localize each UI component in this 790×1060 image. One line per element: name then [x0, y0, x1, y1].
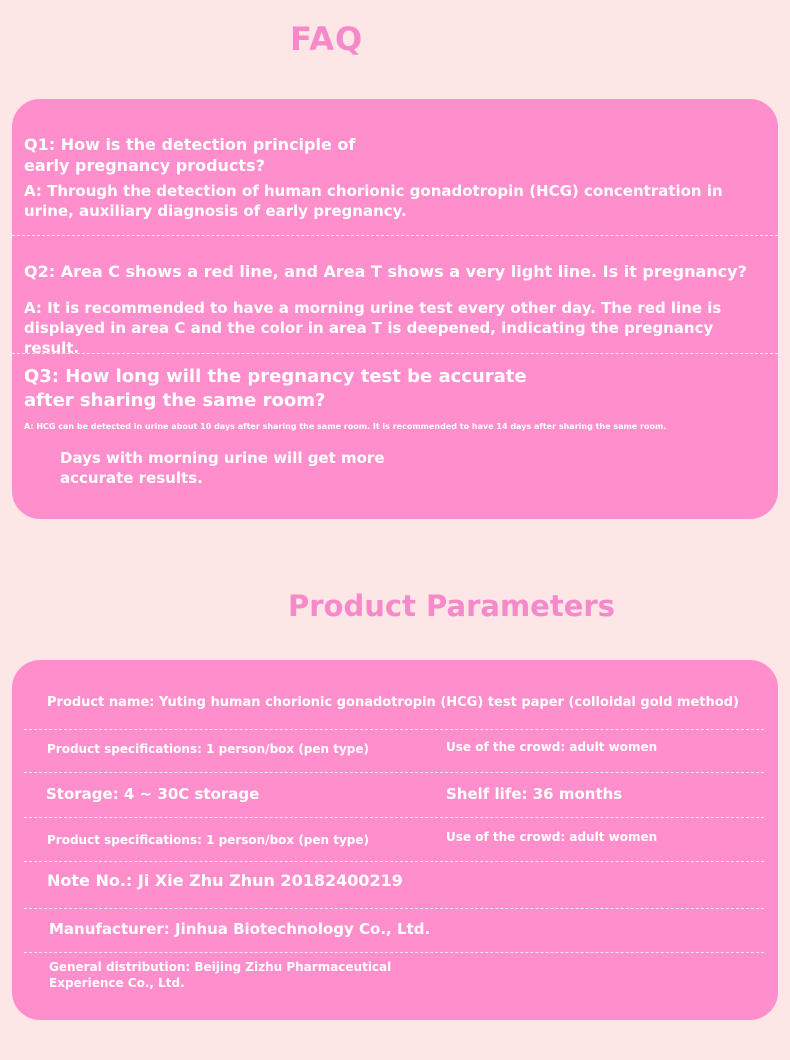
param-crowd-1: Use of the crowd: adult women — [446, 740, 658, 754]
param-spec-2: Product specifications: 1 person/box (pen type) — [47, 833, 370, 847]
faq-answer-3-continued: Days with morning urine will get more accurate results. — [60, 449, 385, 487]
faq-divider — [12, 235, 778, 236]
params-divider — [24, 952, 764, 953]
faq-answer-2: A: It is recommended to have a morning urine test every other day. The red line is displayed in area C and the color in area T is deepened, indicating the pregnancy result. — [24, 299, 722, 357]
faq-answer-1: A: Through the detection of human chorionic gonadotropin (HCG) concentration in urine, auxiliary diagnosis of early pregnancy. — [24, 182, 723, 220]
faq-question-3: Q3: How long will the pregnancy test be accurate after sharing the same room? — [24, 366, 527, 411]
params-divider — [24, 817, 764, 818]
params-divider — [24, 729, 764, 730]
params-divider — [24, 908, 764, 909]
faq-heading: FAQ — [290, 20, 364, 58]
params-heading: Product Parameters — [288, 589, 615, 623]
faq-divider — [12, 353, 778, 354]
params-card — [12, 660, 778, 1020]
param-storage: Storage: 4 ~ 30C storage — [46, 785, 260, 803]
param-manufacturer: Manufacturer: Jinhua Biotechnology Co., Ltd. — [49, 920, 431, 938]
param-shelf-life: Shelf life: 36 months — [446, 785, 623, 803]
param-crowd-2: Use of the crowd: adult women — [446, 830, 658, 844]
param-product-name: Product name: Yuting human chorionic gonadotropin (HCG) test paper (colloidal gold method) — [47, 695, 739, 710]
faq-question-2: Q2: Area C shows a red line, and Area T shows a very light line. Is it pregnancy? — [24, 262, 747, 281]
params-divider — [24, 772, 764, 773]
param-distribution: General distribution: Beijing Zizhu Pharmaceutical Experience Co., Ltd. — [49, 960, 392, 990]
faq-question-1: Q1: How is the detection principle of early pregnancy products? — [24, 135, 356, 175]
faq-card — [12, 99, 778, 519]
faq-answer-3: A: HCG can be detected in urine about 10 days after sharing the same room. It is recommended to have 14 days after sharing the same room. — [24, 422, 667, 431]
param-spec-1: Product specifications: 1 person/box (pen type) — [47, 742, 370, 756]
param-note-no: Note No.: Ji Xie Zhu Zhun 20182400219 — [47, 871, 403, 890]
params-divider — [24, 861, 764, 862]
